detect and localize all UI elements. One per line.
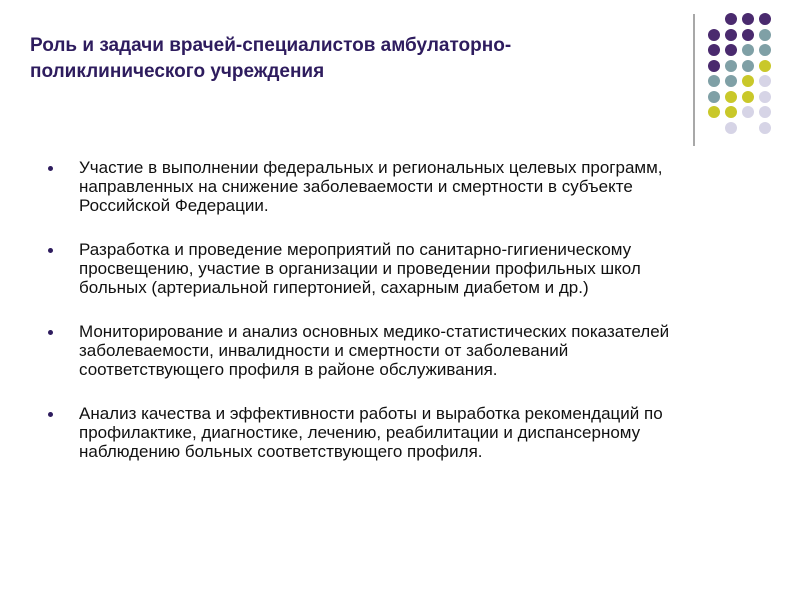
decorative-dot [742,13,754,25]
decorative-dot [725,91,737,103]
decorative-dot [725,29,737,41]
decorative-dot [742,75,754,87]
decorative-dot [759,75,771,87]
decorative-dot [759,44,771,56]
bullet-item [48,322,708,379]
decorative-dot [759,60,771,72]
bullet-marker [48,166,53,171]
bullet-marker [48,330,53,335]
decorative-dot [708,60,720,72]
decorative-dot [759,91,771,103]
vertical-divider [693,14,695,146]
decorative-dot [742,29,754,41]
decorative-dot [708,91,720,103]
bullet-text: Участие в выполнении федеральных и региональных целевых программ, направленных на снижение заболеваемости и смертности в субъекте Российской Федерации. [79,158,663,215]
decorative-dot [742,106,754,118]
bullet-item [48,240,708,297]
decorative-dot [742,44,754,56]
bullet-list [48,158,708,486]
decorative-dot [725,44,737,56]
decorative-dot [708,44,720,56]
bullet-item [48,404,708,461]
decorative-dot [742,91,754,103]
decorative-dot [725,106,737,118]
bullet-text: Мониторирование и анализ основных медико-статистических показателей заболеваемости, инвалидности и смертности от заболеваний соответствующего профиля в районе обслуживания. [79,322,670,379]
decorative-dot [708,29,720,41]
decorative-dot [725,122,737,134]
decorative-dot [759,29,771,41]
bullet-marker [48,248,53,253]
bullet-item [48,158,708,215]
bullet-text: Анализ качества и эффективности работы и выработка рекомендаций по профилактике, диагностике, лечению, реабилитации и диспансерному наблюдению больных соответствующего профиля. [79,404,663,461]
decorative-dot [742,60,754,72]
decorative-dot [725,60,737,72]
decorative-dot-grid [708,13,778,133]
decorative-dot [725,13,737,25]
bullet-text: Разработка и проведение мероприятий по санитарно-гигиеническому просвещению, участие в организации и проведении профильных школ больных (артериальной гипертонией, сахарным диабетом и др.) [79,240,641,297]
decorative-dot [725,75,737,87]
bullet-marker [48,412,53,417]
decorative-dot [708,106,720,118]
decorative-dot [708,75,720,87]
decorative-dot [759,106,771,118]
decorative-dot [759,122,771,134]
decorative-dot [759,13,771,25]
slide-title: Роль и задачи врачей-специалистов амбулаторно-поликлинического учреждения [30,35,512,82]
